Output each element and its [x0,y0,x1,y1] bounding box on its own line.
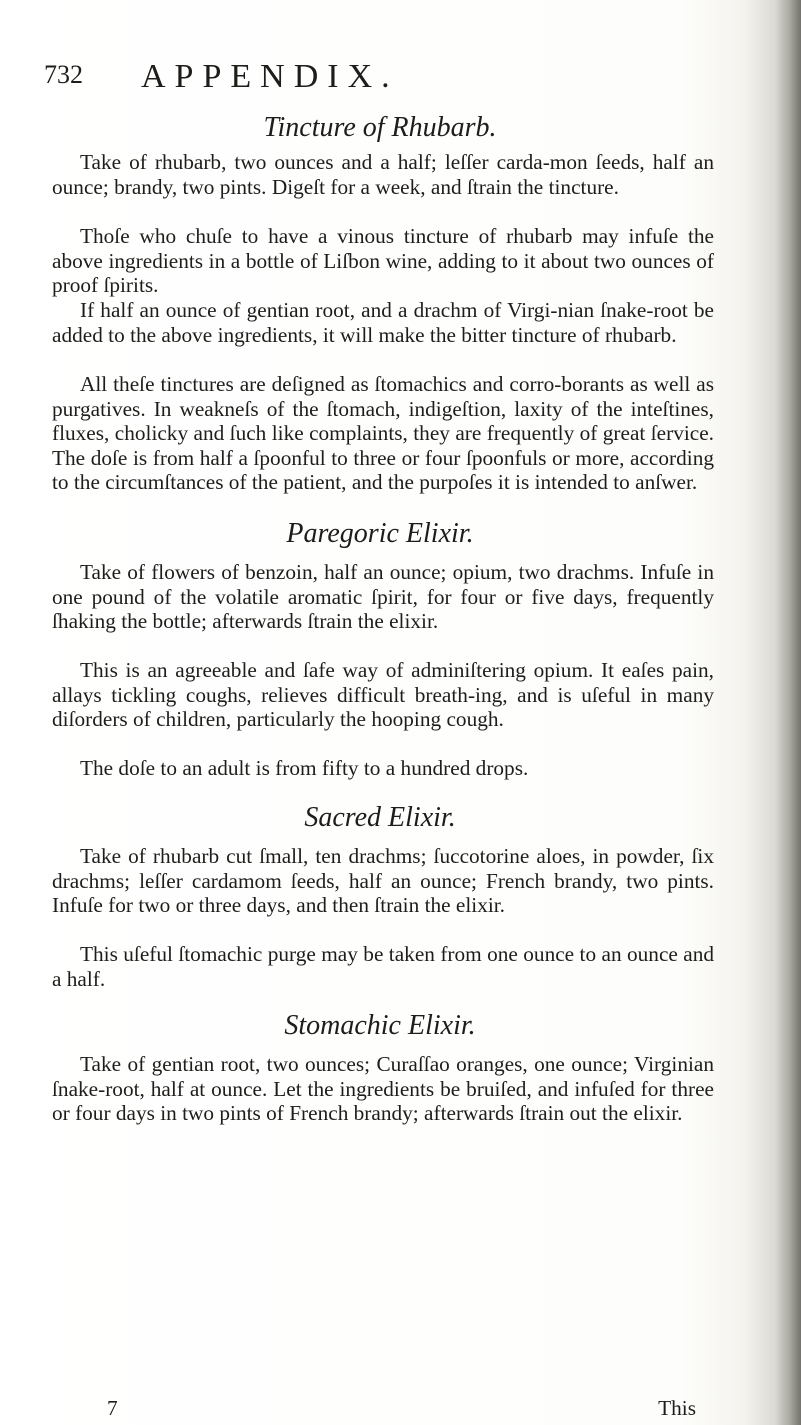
page-edge-shadow [775,0,801,1425]
paragraph: Thoſe who chuſe to have a vinous tincture of rhubarb may infuſe the above ingredients in a bottle of Liſbon wine, adding to it about two ounces of proof ſpirits. [52,224,714,298]
page-header [44,58,684,98]
running-head: APPENDIX. [141,58,399,95]
section-title-paregoric-elixir: Paregoric Elixir. [286,518,474,549]
paragraph: All theſe tinctures are deſigned as ſtomachics and corro-borants as well as purgatives. In weakneſs of the ſtomach, indigeſtion, laxity of the inteſtines, fluxes, cholicky and ſuch like complaints, they are frequently of great ſervice. The doſe is from half a ſpoonful to three or four ſpoonfuls or more, according to the circumſtances of the patient, and the purpoſes it is intended to anſwer. [52,372,714,495]
section-title-stomachic-elixir: Stomachic Elixir. [284,1010,476,1041]
section-title-tincture-of-rhubarb: Tincture of Rhubarb. [263,112,497,143]
paragraph: This uſeful ſtomachic purge may be taken from one ounce to an ounce and a half. [52,942,714,991]
catchword: This [658,1396,696,1420]
paragraph: Take of gentian root, two ounces; Curaſſao oranges, one ounce; Virginian ſnake-root, half at ounce. Let the ingredients be bruiſed, and infuſed for three or four days in two pints of French brandy; afterwards ſtrain out the elixir. [52,1052,714,1126]
paragraph: This is an agreeable and ſafe way of adminiſtering opium. It eaſes pain, allays tickling coughs, relieves difficult breath-ing, and is uſeful in many diſorders of children, particularly the hooping cough. [52,658,714,732]
page-number: 732 [44,60,83,89]
paragraph: Take of rhubarb, two ounces and a half; leſſer carda-mon ſeeds, half an ounce; brandy, two pints. Digeſt for a week, and ſtrain the tincture. [52,150,714,199]
paragraph: The doſe to an adult is from fifty to a hundred drops. [80,756,529,780]
page-footer [52,1396,714,1422]
paragraph: If half an ounce of gentian root, and a drachm of Virgi-nian ſnake-root be added to the above ingredients, it will make the bitter tincture of rhubarb. [52,298,714,347]
signature-mark: 7 [107,1396,118,1420]
section-title-sacred-elixir: Sacred Elixir. [304,802,456,833]
paragraph: Take of rhubarb cut ſmall, ten drachms; ſuccotorine aloes, in powder, ſix drachms; leſſer cardamom ſeeds, half an ounce; French brandy, two pints. Infuſe for two or three days, and then ſtrain the elixir. [52,844,714,918]
paragraph: Take of flowers of benzoin, half an ounce; opium, two drachms. Infuſe in one pound of the volatile aromatic ſpirit, for four or five days, frequently ſhaking the bottle; afterwards ſtrain the elixir. [52,560,714,634]
